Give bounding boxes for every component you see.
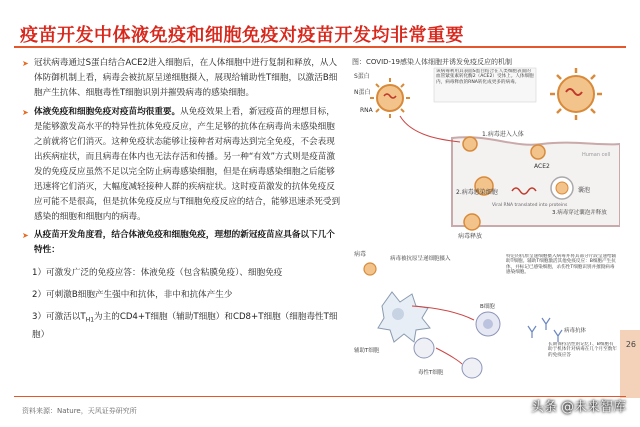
b-cell-label: B细胞 xyxy=(480,304,495,310)
cytotoxic-t-label: 毒性T细胞 xyxy=(418,370,444,376)
title-divider xyxy=(14,46,626,48)
apc-label: 病毒被抗原呈递细胞摄入 xyxy=(390,256,451,262)
helper-t-label: 辅助T细胞 xyxy=(354,348,380,354)
step3-label: 3.病毒穿过囊泡并释放 xyxy=(552,210,607,216)
antibody-icon xyxy=(528,318,562,342)
bullet-arrow-icon: ➤ xyxy=(22,59,29,68)
source-note: 资料来源：Nature，天风证券研究所 xyxy=(22,407,137,415)
apc-note: 特定的抗原呈递细胞摄入病毒并将其部分片段呈递给辅助T细胞。辅助T细胞激活其他免疫反应：B细胞产生抗体，并标记已感染细胞，杀伤性T细胞识别并摧毁病毒感染细胞。 xyxy=(506,254,617,276)
trait-item-3: 3）可激活以$T_{H1}$为主的CD4+T细胞（辅助T细胞）和CD8+T细胞（细胞毒性T细胞） xyxy=(32,312,338,340)
memory-note: 长期保持活性的记忆T、B细胞有助于机体针对病毒在几个月至数年的免疫应答 xyxy=(548,342,617,358)
page-title: 疫苗开发中体液免疫和细胞免疫对疫苗开发均非常重要 xyxy=(20,25,464,46)
antibody-label: 病毒抗体 xyxy=(564,328,587,334)
figure-caption: 图：COVID-19感染人体细胞并诱发免疫反应的机制 xyxy=(352,58,512,66)
paragraph-mechanism: ➤ 冠状病毒通过S蛋白结合ACE2进入细胞后，在人体细胞中进行复制和释放，从人体防御机制上看，病毒会被抗原呈递细胞摄入，展现给辅助性T细胞，以激活B细胞产生抗体、细胞毒性T细胞识别并摧毁病毒的感染细胞。 xyxy=(22,58,338,98)
paragraph-vaccine-traits: ➤ 从疫苗开发角度看，结合体液免疫和细胞免疫，理想的新冠疫苗应具备以下几个特性： xyxy=(22,230,335,255)
human-cell-label: Human cell xyxy=(582,152,611,158)
bullet-arrow-icon: ➤ xyxy=(22,231,29,240)
step1-label: 1.病毒进入人体 xyxy=(482,131,524,138)
paragraph-immunity: ➤ 体液免疫和细胞免疫对疫苗均很重要。从免疫效果上看，新冠疫苗的理想目标，是能够激发高水平的特异性抗体免疫反应，产生足够的抗体在病毒尚未感染细胞之前就将它们消灭。这种免疫状态能够让接种者对病毒达到完全免疫，不会表现出疾病症状，而且病毒在体内也无法存活和传播。另一种“有效”方式则是疫苗激发的免疫反应虽然不足以完全防止病毒感染细胞，但是在病毒感染细胞之后能够迅速将它们消灭，大幅度减轻接种人群的疾病症状。这时疫苗激发的抗体免疫反应可能不是很高，但是抗体免疫反应与T细胞免疫反应的结合，能够迅速杀死受到感染的细胞和细胞内的病毒。 xyxy=(22,107,341,222)
ace2-label: ACE2 xyxy=(534,163,550,170)
release-label: 病毒释放 xyxy=(458,233,483,240)
n-protein-label: N蛋白 xyxy=(354,89,371,96)
immune-mechanism-diagram xyxy=(352,56,620,390)
text-column xyxy=(22,56,342,343)
virus-large-icon xyxy=(550,68,602,120)
apc-cell-icon xyxy=(378,292,430,342)
step-note: 该病毒利用其表面S蛋白结合在人类细胞表面的血管紧张素转化酶2（ACE2）受体上。人体细胞内，病毒释放的RNA转化成更多的病毒。 xyxy=(436,69,534,85)
rna-label: RNA xyxy=(360,107,373,114)
virus-label: 病毒 xyxy=(354,251,367,258)
bullet-arrow-icon: ➤ xyxy=(22,108,29,117)
trait-item-1: 1）可激发广泛的免疫应答：体液免疫（包含粘膜免疫）、细胞免疫 xyxy=(32,268,283,278)
trait-item-2: 2）可刺激B细胞产生强中和抗体，非中和抗体产生少 xyxy=(32,290,233,300)
virus-particle-icon xyxy=(370,78,410,118)
viral-rna-label: Viral RNA translated into proteins xyxy=(492,203,568,208)
s-protein-label: S蛋白 xyxy=(354,73,370,80)
step2-label: 2.病毒感染细胞 xyxy=(456,189,498,196)
watermark: 头条 @未来智库 xyxy=(530,400,626,415)
page-number: 26 xyxy=(625,340,636,349)
vesicle-label: 囊泡 xyxy=(578,187,591,194)
